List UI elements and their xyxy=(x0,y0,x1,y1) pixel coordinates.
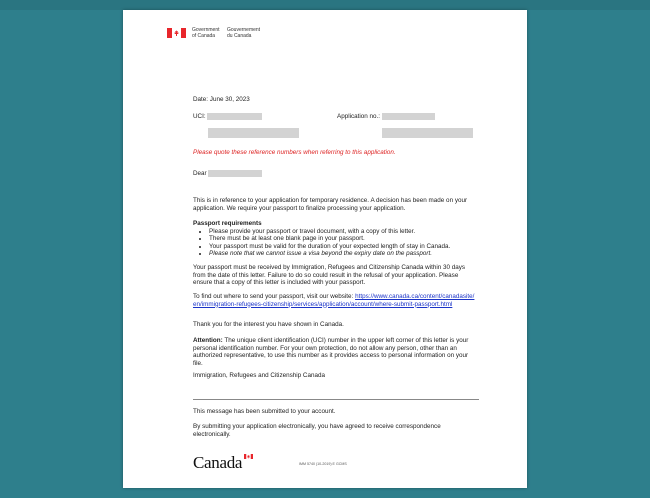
list-item: • There must be at least one blank page in your passport. xyxy=(209,235,478,243)
letter-date: Date: June 30, 2023 xyxy=(193,96,250,103)
background-frame xyxy=(0,0,650,10)
uci-redacted xyxy=(207,113,262,120)
list-item: • Please provide your passport or travel document, with a copy of this letter. xyxy=(209,228,478,236)
passport-submission-link[interactable]: https://www.canada.ca/content/canadasite/en/immigration-refugees-citizenship/services/application/account/where-submit-passport.html xyxy=(193,293,475,308)
recipient-name-redacted xyxy=(208,170,262,177)
reference-note: Please quote these reference numbers when referring to this application. xyxy=(193,149,396,156)
website-paragraph xyxy=(193,293,477,308)
attention-label: Attention: xyxy=(193,337,223,344)
canada-flag-icon xyxy=(167,28,186,38)
consent-message: By submitting your application electronically, you have agreed to receive correspondence electronically. xyxy=(193,423,441,438)
submitted-message: This message has been submitted to your account. xyxy=(193,408,336,415)
website-prefix: To find out where to send your passport, visit our website: xyxy=(193,293,356,300)
uci-barcode-redacted xyxy=(208,128,299,138)
gouvernement-du-canada-label: Gouvernement du Canada xyxy=(227,27,261,39)
wordmark-flag-icon xyxy=(244,454,253,459)
application-number-label: Application no.: xyxy=(337,113,381,120)
list-item: • Please note that we cannot issue a visa beyond the expiry date on the passport. xyxy=(209,250,478,258)
list-item: • Your passport must be valid for the duration of your expected length of stay in Canada. xyxy=(209,243,478,251)
form-number: IMM 5740 (10-2019) E GCMS xyxy=(299,462,347,466)
uci-label: UCI: xyxy=(193,113,206,120)
letter-page xyxy=(123,10,527,488)
signature-line: Immigration, Refugees and Citizenship Canada xyxy=(193,372,325,379)
canada-wordmark: Canada xyxy=(193,453,243,472)
intro-paragraph: This is in reference to your application for temporary residence. A decision has been made on your application. We require your passport to finalize processing your application. xyxy=(193,197,468,212)
attention-paragraph xyxy=(193,337,477,367)
passport-requirements-section xyxy=(193,220,478,258)
requirements-list xyxy=(193,228,478,258)
receipt-paragraph: Your passport must be received by Immigration, Refugees and Citizenship Canada within 30 days from the date of this letter. Failure to do so could result in the refusal of your application. Please ensure that a copy of this letter is included with your passport. xyxy=(193,264,466,287)
government-of-canada-label: Government of Canada xyxy=(192,27,220,39)
application-barcode-redacted xyxy=(382,128,473,138)
salutation: Dear xyxy=(193,170,207,177)
application-number-redacted xyxy=(382,113,435,120)
divider xyxy=(193,399,479,400)
passport-requirements-heading: Passport requirements xyxy=(193,220,262,227)
attention-text: The unique client identification (UCI) number in the upper left corner of this letter is your personal identification number. For your own protection, do not allow any person, other than an authorized representative, to use this number as it provides access to personal information on your file. xyxy=(193,337,469,367)
thank-you-line: Thank you for the interest you have shown in Canada. xyxy=(193,321,344,328)
